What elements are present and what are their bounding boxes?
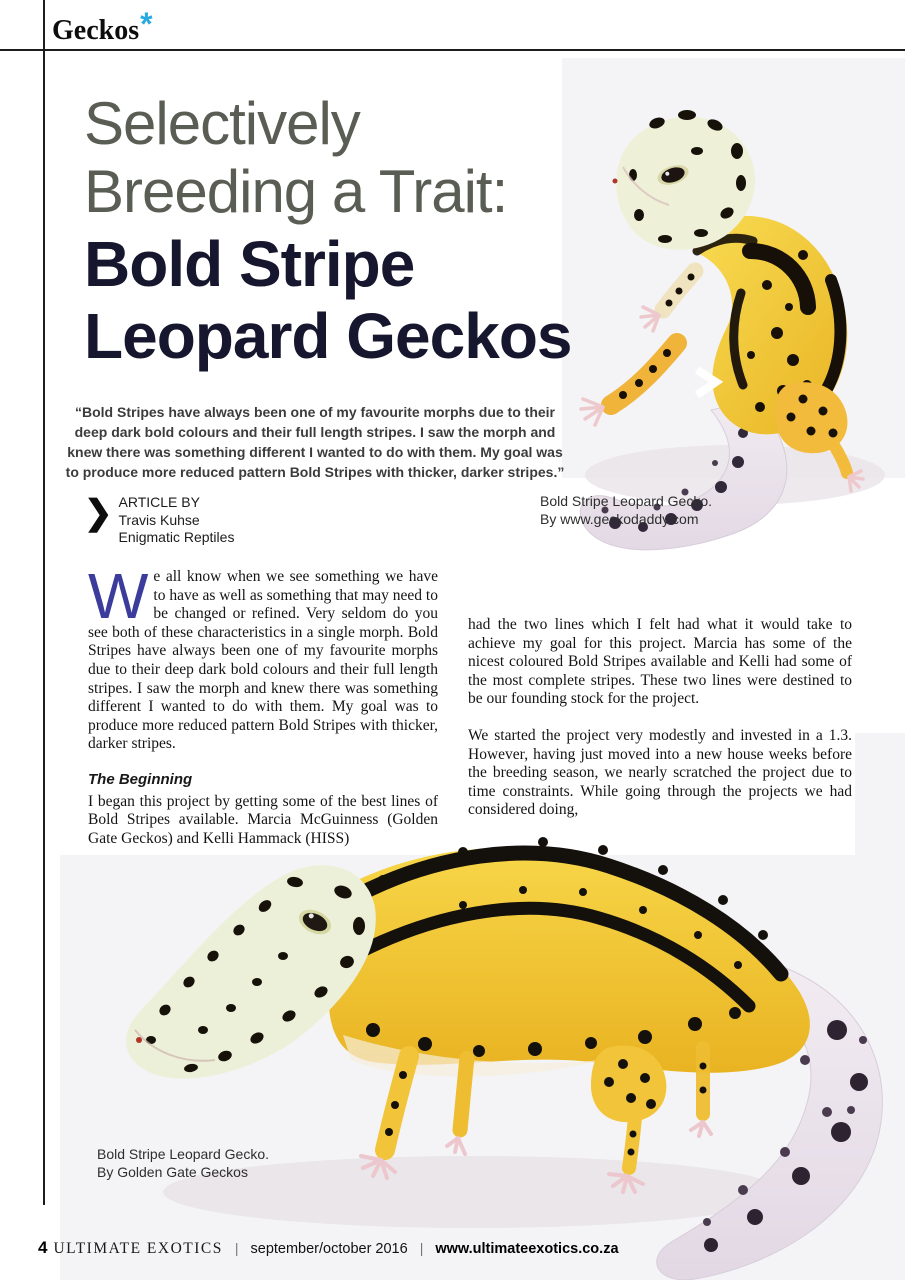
byline-company: Enigmatic Reptiles [118, 529, 235, 545]
quote-line: deep dark bold colours and their full length stripes. I saw the morph and [74, 424, 556, 440]
paragraph-text: e all know when we see something we have to have as well as something that may need to be changed or refined. Very seldom do you see both of these characteristics in a single morph. Bold Stripes have always been one of my favourite morphs due to their deep dark bold colours and their full length stripes. I saw the morph and knew there was something different I wanted to do with them. My goal was to produce more reduced pattern Bold Stripes with thicker, darker stripes. [88, 568, 438, 753]
kicker-line-2: Breeding a Trait: [84, 158, 508, 225]
magazine-name: ULTIMATE EXOTICS [53, 1240, 223, 1257]
footer-separator: | [419, 1240, 424, 1256]
byline-block [84, 494, 234, 547]
caption-line: By www.geckodaddy.com [540, 511, 699, 527]
bottom-photo-caption [97, 1145, 269, 1181]
asterisk-icon: * [140, 6, 153, 42]
body-paragraph-2: I began this project by getting some of the best lines of Bold Stripes available. Marcia McGuinness (Golden Gate Geckos) and Kelli Hammack (HISS) [88, 792, 438, 847]
article-kicker-title [84, 90, 507, 226]
kicker-line-1: Selectively [84, 90, 360, 157]
issue-date: september/october 2016 [250, 1241, 408, 1257]
body-paragraph-4: We started the project very modestly and invested in a 1.3. However, having just moved into a new house weeks before the breeding season, we nearly scratched the project due to time constraints. While going through the projects we had considered doing, [468, 726, 852, 819]
subheading-the-beginning: The Beginning [88, 770, 193, 788]
section-label: Geckos [52, 15, 140, 46]
caption-line: Bold Stripe Leopard Gecko. [97, 1146, 269, 1162]
byline-label: ARTICLE BY [118, 494, 200, 510]
title-line-1: Bold Stripe [84, 228, 415, 300]
body-column-left [88, 560, 438, 848]
body-paragraph-3: had the two lines which I felt had what it would take to achieve my goal for this project. Marcia has some of the nicest coloured Bold Stripes available and Kelli had some of the most complete stripes. These two lines were destined to be our founding stock for the project. [468, 616, 852, 708]
body-column-right [468, 616, 852, 820]
header-horizontal-rule [0, 49, 905, 51]
website-url: www.ultimateexotics.co.za [435, 1241, 619, 1257]
chevron-right-icon: ❯ [84, 494, 113, 532]
quote-line: knew there was something different I wanted to do with them. My goal was [67, 444, 563, 460]
pull-quote [48, 402, 582, 482]
drop-cap: W [88, 560, 149, 632]
quote-line: “Bold Stripes have always been one of my favourite morphs due to their [75, 404, 555, 420]
caption-line: Bold Stripe Leopard Gecko. [540, 493, 712, 509]
article-main-title [84, 228, 572, 372]
top-photo-caption [540, 492, 712, 528]
page-number: 4 [38, 1238, 48, 1257]
title-line-2: Leopard Geckos [84, 300, 572, 372]
quote-line: to produce more reduced pattern Bold Stripes with thicker, darker stripes.” [65, 464, 565, 480]
body-paragraph-1 [88, 560, 438, 754]
page-footer [38, 1238, 619, 1258]
caption-line: By Golden Gate Geckos [97, 1164, 248, 1180]
byline-author: Travis Kuhse [118, 511, 200, 528]
left-vertical-rule [43, 0, 45, 1205]
footer-separator: | [234, 1240, 239, 1256]
section-header [52, 6, 153, 47]
